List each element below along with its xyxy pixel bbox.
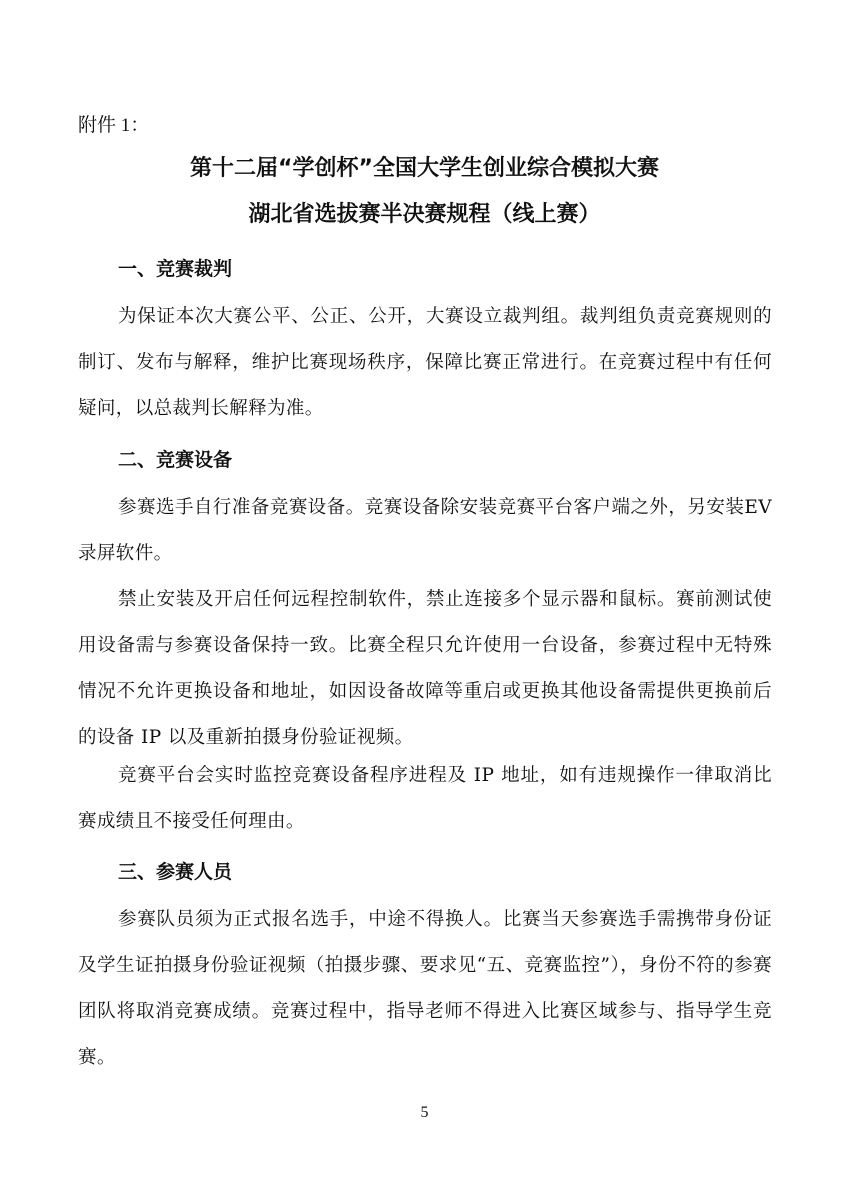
paragraph-participants: 参赛队员须为正式报名选手，中途不得换人。比赛当天参赛选手需携带身份证及学生证拍摄身份验证视频（拍摄步骤、要求见“五、竞赛监控”），身份不符的参赛团队将取消竞赛成绩。竞赛过程中，指导老师不得进入比赛区域参与、指导学生竞赛。 — [78, 909, 772, 1068]
section-heading-participants: 三、参赛人员 — [118, 861, 233, 883]
paragraph-equipment-3: 竞赛平台会实时监控竞赛设备程序进程及 IP 地址，如有违规操作一律取消比赛成绩且不接受任何理由。 — [78, 765, 772, 832]
document-title-line-1: 第十二届“学创杯”全国大学生创业综合模拟大赛 — [190, 156, 659, 181]
paragraph-referee: 为保证本次大赛公平、公正、公开，大赛设立裁判组。裁判组负责竞赛规则的制订、发布与解释，维护比赛现场秩序，保障比赛正常进行。在竞赛过程中有任何疑问，以总裁判长解释为准。 — [78, 306, 772, 419]
section-heading-referee: 一、竞赛裁判 — [118, 258, 233, 280]
attachment-label: 附件 1： — [78, 115, 150, 136]
paragraph-equipment-1: 参赛选手自行准备竞赛设备。竞赛设备除安装竞赛平台客户端之外，另安装EV 录屏软件。 — [78, 497, 772, 564]
page-number: 5 — [420, 1104, 429, 1121]
document-title-line-2: 湖北省选拔赛半决赛规程（线上赛） — [248, 202, 601, 227]
paragraph-equipment-2: 禁止安装及开启任何远程控制软件，禁止连接多个显示器和鼠标。赛前测试使用设备需与参赛设备保持一致。比赛全程只允许使用一台设备，参赛过程中无特殊情况不允许更换设备和地址，如因设备故障等重启或更换其他设备需提供更换前后的设备 IP 以及重新拍摄身份验证视频。 — [78, 589, 772, 748]
section-heading-equipment: 二、竞赛设备 — [118, 449, 233, 471]
